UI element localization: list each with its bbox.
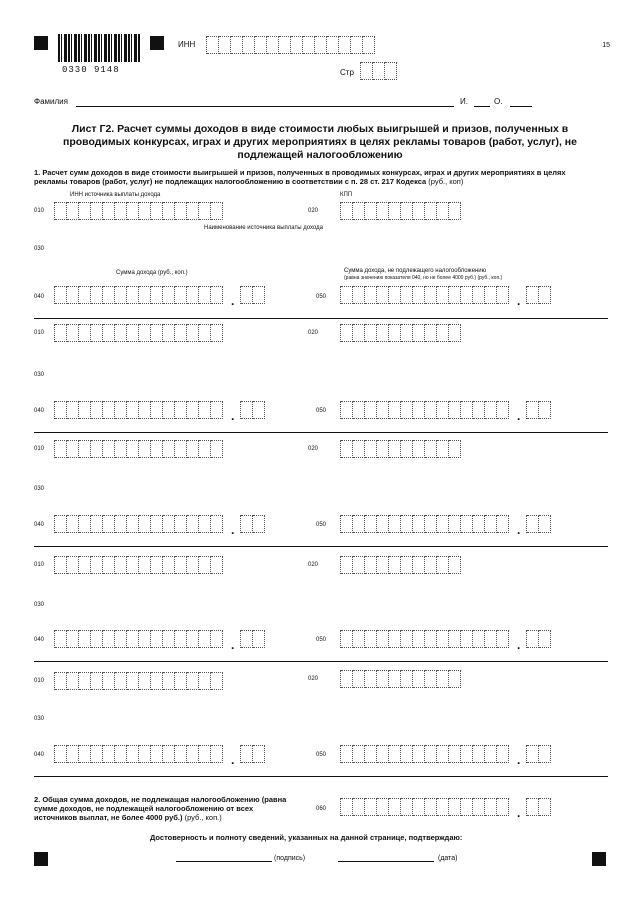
row-code-010: 010: [34, 678, 45, 684]
decimal-point: .: [517, 523, 521, 537]
decimal-point: .: [517, 638, 521, 652]
non-taxable-field[interactable]: [340, 401, 509, 419]
block-divider: [34, 776, 608, 777]
non-taxable-kop-field[interactable]: [526, 745, 551, 763]
inn-source-field[interactable]: [54, 556, 223, 574]
income-kop-field[interactable]: [240, 515, 265, 533]
signature-label: (подпись): [274, 855, 306, 862]
block-divider: [34, 661, 608, 662]
row-code-020: 020: [308, 330, 319, 336]
section2-heading-text: 2. Общая сумма доходов, не подлежащая налогообложению (равна сумме доходов, не подлежащей налогообложению от всех источников выплат, не более 4000 руб.): [34, 795, 287, 822]
row-code-040: 040: [34, 752, 45, 758]
kpp-field[interactable]: [340, 202, 461, 220]
source-name-label: Наименование источника выплаты дохода: [204, 225, 323, 231]
inn-source-field[interactable]: [54, 672, 223, 690]
section2-heading: [34, 795, 296, 822]
row-code-030: 030: [34, 716, 45, 722]
row-code-020: 020: [308, 208, 319, 214]
row-code-030: 030: [34, 372, 45, 378]
surname-field[interactable]: [76, 106, 454, 107]
non-taxable-field[interactable]: [340, 630, 509, 648]
signature-field[interactable]: [176, 861, 272, 862]
row-code-050: 050: [316, 408, 327, 414]
row-code-010: 010: [34, 562, 45, 568]
income-kop-field[interactable]: [240, 745, 265, 763]
income-sum-label: Сумма дохода (руб., коп.): [116, 270, 188, 276]
row-code-010: 010: [34, 330, 45, 336]
block-divider: [34, 318, 608, 319]
non-taxable-note: (равна значению показателя 040, но не более 4000 руб.) (руб., коп.): [344, 275, 503, 281]
row-code-050: 050: [316, 637, 327, 643]
row-code-030: 030: [34, 486, 45, 492]
income-kop-field[interactable]: [240, 630, 265, 648]
row-code-010: 010: [34, 208, 45, 214]
row-code-050: 050: [316, 294, 327, 300]
sheet-title: Лист Г2. Расчет суммы доходов в виде стоимости любых выигрышей и призов, полученных в проводимых конкурсах, играх и других мероприятиях в целях рекламы товаров (работ, услуг), не подлежащей налогообложению: [63, 123, 577, 161]
decimal-point: .: [517, 806, 521, 820]
barcode-number: 0330 9148: [62, 65, 120, 75]
date-label: (дата): [438, 855, 458, 862]
row-code-040: 040: [34, 408, 45, 414]
non-taxable-label: Сумма дохода, не подлежащего налогообложению: [344, 268, 487, 274]
row-code-020: 020: [308, 676, 319, 682]
corner-marker-top-left: [34, 36, 48, 50]
kpp-field[interactable]: [340, 556, 461, 574]
non-taxable-kop-field[interactable]: [526, 515, 551, 533]
corner-marker-bottom-left: [34, 852, 48, 866]
row-code-050: 050: [316, 522, 327, 528]
decimal-point: .: [231, 409, 235, 423]
non-taxable-field[interactable]: [340, 745, 509, 763]
row-code-040: 040: [34, 637, 45, 643]
income-sum-field[interactable]: [54, 515, 223, 533]
income-sum-field[interactable]: [54, 286, 223, 304]
row-code-060: 060: [316, 806, 327, 812]
row-code-050: 050: [316, 752, 327, 758]
page-number: 15: [602, 42, 610, 49]
row-code-030: 030: [34, 602, 45, 608]
income-sum-field[interactable]: [54, 401, 223, 419]
total-non-taxable-field[interactable]: [340, 798, 509, 816]
inn-source-label: ИНН источника выплаты дохода: [70, 192, 161, 198]
initial-i-field[interactable]: [474, 106, 490, 107]
non-taxable-kop-field[interactable]: [526, 286, 551, 304]
decimal-point: .: [231, 523, 235, 537]
decimal-point: .: [231, 638, 235, 652]
decimal-point: .: [231, 753, 235, 767]
non-taxable-kop-field[interactable]: [526, 630, 551, 648]
income-sum-field[interactable]: [54, 745, 223, 763]
row-code-020: 020: [308, 446, 319, 452]
row-code-040: 040: [34, 294, 45, 300]
row-code-030: 030: [34, 246, 45, 252]
block-divider: [34, 432, 608, 433]
initial-o-label: О.: [494, 97, 503, 106]
inn-source-field[interactable]: [54, 202, 223, 220]
corner-marker-bottom-right: [592, 852, 606, 866]
row-code-020: 020: [308, 562, 319, 568]
income-sum-field[interactable]: [54, 630, 223, 648]
decimal-point: .: [517, 753, 521, 767]
non-taxable-field[interactable]: [340, 515, 509, 533]
kpp-field[interactable]: [340, 670, 461, 688]
page-label: Стр: [340, 68, 354, 77]
barcode: [58, 34, 140, 62]
initial-o-field[interactable]: [510, 106, 532, 107]
section1-heading-unit: (руб., коп): [428, 177, 464, 186]
income-kop-field[interactable]: [240, 401, 265, 419]
row-code-040: 040: [34, 522, 45, 528]
inn-source-field[interactable]: [54, 440, 223, 458]
block-divider: [34, 546, 608, 547]
section1-heading: [34, 168, 594, 186]
row-code-010: 010: [34, 446, 45, 452]
corner-marker-top-mid: [150, 36, 164, 50]
decimal-point: .: [517, 409, 521, 423]
decimal-point: .: [517, 294, 521, 308]
kpp-field[interactable]: [340, 440, 461, 458]
non-taxable-field[interactable]: [340, 286, 509, 304]
section1-heading-text: 1. Расчет сумм доходов в виде стоимости выигрышей и призов, полученных в проводимых конкурсах, играх и других мероприятиях в целях рекламы товаров (работ, услуг) не подлежащих налогообложению в соответствии с п. 28 ст. 217 Кодекса: [34, 168, 566, 186]
inn-label: ИНН: [178, 40, 196, 49]
inn-field[interactable]: [206, 36, 375, 54]
section2-heading-unit: (руб., коп.): [184, 813, 222, 822]
kpp-field[interactable]: [340, 324, 461, 342]
confirmation-text: Достоверность и полноту сведений, указанных на данной странице, подтверждаю:: [150, 833, 463, 842]
inn-source-field[interactable]: [54, 324, 223, 342]
surname-label: Фамилия: [34, 97, 68, 106]
kpp-label: КПП: [340, 192, 353, 198]
date-field[interactable]: [338, 861, 434, 862]
decimal-point: .: [231, 294, 235, 308]
total-non-taxable-kop-field[interactable]: [526, 798, 551, 816]
initial-i-label: И.: [460, 97, 468, 106]
page-field[interactable]: [360, 62, 397, 80]
income-kop-field[interactable]: [240, 286, 265, 304]
non-taxable-kop-field[interactable]: [526, 401, 551, 419]
